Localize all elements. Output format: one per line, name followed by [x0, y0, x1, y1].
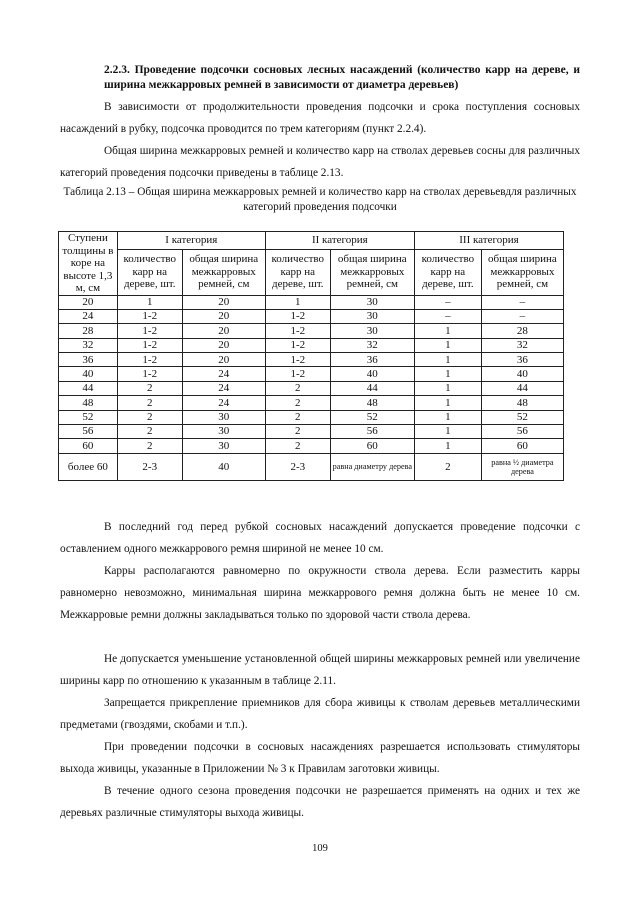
- table-cell: 40: [182, 453, 265, 480]
- table-cell: 24: [59, 309, 118, 323]
- table-cell: 56: [59, 425, 118, 439]
- paragraph: Не допускается уменьшение установленной общей ширины межкарровых ремней или увеличение ширины карр по отношению к указанным в таблице 2.11.: [60, 653, 580, 687]
- table-cell: 2: [117, 425, 182, 439]
- header-category-2: II категория: [265, 232, 414, 250]
- table-cell: 36: [481, 353, 563, 367]
- table-cell: 1-2: [117, 309, 182, 323]
- table-cell: 52: [481, 410, 563, 424]
- table-cell: 40: [330, 367, 414, 381]
- paragraph: Запрещается прикрепление приемников для сбора живицы к стволам деревьев металлическими предметами (гвоздями, скобами и т.п.).: [60, 697, 580, 731]
- table-cell: 30: [182, 410, 265, 424]
- table-cell: 1-2: [265, 309, 330, 323]
- table-cell: равна ½ диаметра дерева: [481, 453, 563, 480]
- table-cell: 48: [330, 396, 414, 410]
- table-cell: –: [481, 295, 563, 309]
- table-cell: 2-3: [265, 453, 330, 480]
- paragraph: Общая ширина межкарровых ремней и количество карр на стволах деревьев сосны для различных категорий проведения подсочки приведены в таблице 2.13.: [60, 145, 580, 179]
- table-cell: 1-2: [265, 338, 330, 352]
- table-cell: 20: [59, 295, 118, 309]
- table-cell: 1: [265, 295, 330, 309]
- header-thickness-step: Ступени толщины в коре на высоте 1,3 м, см: [59, 232, 118, 296]
- table-cell: 20: [182, 309, 265, 323]
- table-cell: 20: [182, 324, 265, 338]
- table-row: [59, 381, 564, 395]
- table-cell: 1: [414, 367, 481, 381]
- table-cell: 44: [481, 381, 563, 395]
- table-cell: 2: [265, 381, 330, 395]
- table-cell: 44: [330, 381, 414, 395]
- table-cell: 1-2: [117, 324, 182, 338]
- table-cell: 1-2: [117, 338, 182, 352]
- table-cell: 2: [117, 396, 182, 410]
- table-cell: 1-2: [265, 367, 330, 381]
- table-cell: 2: [265, 439, 330, 453]
- table-row: [59, 295, 564, 309]
- header-category-3: III категория: [414, 232, 563, 250]
- table-cell: равна диаметру дерева: [330, 453, 414, 480]
- table-cell: 2: [265, 425, 330, 439]
- header-carr-count: количество карр на дереве, шт.: [117, 249, 182, 295]
- header-belt-width: общая ширина межкарровых ремней, см: [481, 249, 563, 295]
- table-cell: 30: [182, 439, 265, 453]
- table-cell: 2: [265, 410, 330, 424]
- table-cell: –: [481, 309, 563, 323]
- table-row: [59, 367, 564, 381]
- table-cell: 24: [182, 396, 265, 410]
- table-cell: 30: [330, 309, 414, 323]
- table-row: [59, 338, 564, 352]
- paragraph: При проведении подсочки в сосновых насаждениях разрешается использовать стимуляторы выхода живицы, указанные в Приложении № 3 к Правилам заготовки живицы.: [60, 741, 580, 775]
- header-carr-count: количество карр на дереве, шт.: [414, 249, 481, 295]
- table-cell: –: [414, 309, 481, 323]
- table-row: [59, 396, 564, 410]
- page-number: 109: [312, 843, 328, 854]
- table-cell: 20: [182, 338, 265, 352]
- table-cell: 1: [414, 410, 481, 424]
- table-cell: 1: [414, 353, 481, 367]
- table-row: [59, 353, 564, 367]
- table-cell: 1: [414, 338, 481, 352]
- table-cell: 30: [182, 425, 265, 439]
- table-cell: 32: [481, 338, 563, 352]
- paragraph: Карры располагаются равномерно по окружности ствола дерева. Если разместить карры равномерно невозможно, минимальная ширина межкаррового ремня должна быть не менее 10 см. Межкарровые ремни должны закладываться только по здоровой части ствола дерева.: [60, 565, 580, 621]
- table-cell: 2: [414, 453, 481, 480]
- table-row: [59, 309, 564, 323]
- header-carr-count: количество карр на дереве, шт.: [265, 249, 330, 295]
- table-caption: Таблица 2.13 – Общая ширина межкарровых ремней и количество карр на стволах деревьевдля различных категорий проведения подсочки: [63, 186, 577, 213]
- table-cell: 56: [481, 425, 563, 439]
- header-belt-width: общая ширина межкарровых ремней, см: [330, 249, 414, 295]
- table-cell: 2: [117, 381, 182, 395]
- table-cell: 30: [330, 295, 414, 309]
- table-row: [59, 439, 564, 453]
- table-cell: 44: [59, 381, 118, 395]
- table-cell: 40: [481, 367, 563, 381]
- table-cell: –: [414, 295, 481, 309]
- table-cell: 32: [330, 338, 414, 352]
- table-cell: 1: [414, 396, 481, 410]
- table-cell: 1: [117, 295, 182, 309]
- table-cell: 48: [59, 396, 118, 410]
- table-cell: 20: [182, 295, 265, 309]
- table-cell: 28: [59, 324, 118, 338]
- table-cell: 1-2: [265, 324, 330, 338]
- paragraph: В зависимости от продолжительности проведения подсочки и срока поступления сосновых насаждений в рубку, подсочка проводится по трем категориям (пункт 2.2.4).: [60, 101, 580, 135]
- table-cell: 1-2: [117, 353, 182, 367]
- table-cell: 20: [182, 353, 265, 367]
- table-cell: 30: [330, 324, 414, 338]
- data-table: [58, 231, 564, 481]
- table-cell: 60: [59, 439, 118, 453]
- table-cell: 52: [330, 410, 414, 424]
- table-cell: 1: [414, 324, 481, 338]
- paragraph: В последний год перед рубкой сосновых насаждений допускается проведение подсочки с оставлением одного межкаррового ремня шириной не менее 10 см.: [60, 521, 580, 555]
- table-cell: более 60: [59, 453, 118, 480]
- header-belt-width: общая ширина межкарровых ремней, см: [182, 249, 265, 295]
- table-cell: 1: [414, 439, 481, 453]
- table-cell: 2: [117, 410, 182, 424]
- table-cell: 2: [265, 396, 330, 410]
- header-category-1: I категория: [117, 232, 265, 250]
- table-row-last: [59, 453, 564, 480]
- table-row: [59, 410, 564, 424]
- table-cell: 2: [117, 439, 182, 453]
- table-cell: 48: [481, 396, 563, 410]
- table-cell: 56: [330, 425, 414, 439]
- table-cell: 1: [414, 381, 481, 395]
- table-cell: 60: [481, 439, 563, 453]
- table-cell: 36: [59, 353, 118, 367]
- paragraph: В течение одного сезона проведения подсочки не разрешается применять на одних и тех же деревьях различные стимуляторы выхода живицы.: [60, 785, 580, 819]
- table-cell: 28: [481, 324, 563, 338]
- table-cell: 1: [414, 425, 481, 439]
- table-cell: 52: [59, 410, 118, 424]
- table-cell: 2-3: [117, 453, 182, 480]
- table-cell: 24: [182, 367, 265, 381]
- table-row: [59, 425, 564, 439]
- table-cell: 36: [330, 353, 414, 367]
- table-cell: 1-2: [265, 353, 330, 367]
- table-cell: 1-2: [117, 367, 182, 381]
- table-cell: 60: [330, 439, 414, 453]
- table-cell: 32: [59, 338, 118, 352]
- table-cell: 40: [59, 367, 118, 381]
- table-cell: 24: [182, 381, 265, 395]
- table-row: [59, 324, 564, 338]
- section-heading: 2.2.3. Проведение подсочки сосновых лесных насаждений (количество карр на деревe, и ширина межкарровых ремней в зависимости от диаметра деревьев): [104, 64, 580, 91]
